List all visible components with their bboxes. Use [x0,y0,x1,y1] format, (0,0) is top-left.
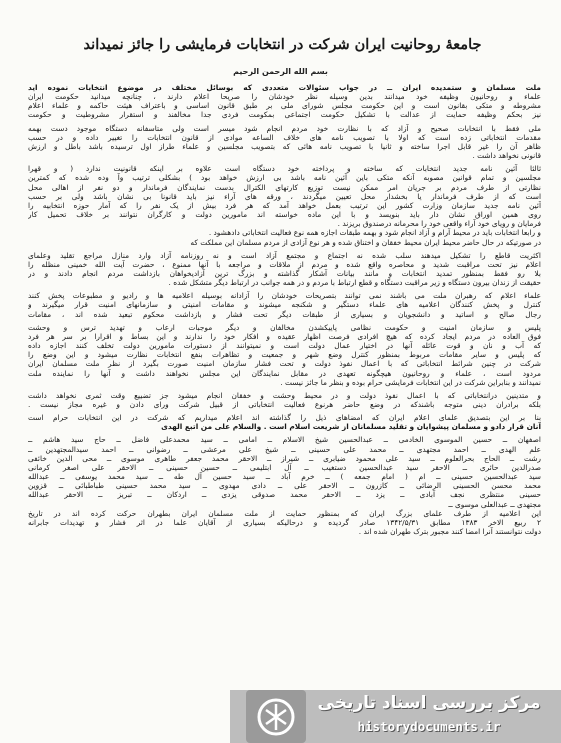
document-line: قانونی نخواهد داشت . [472,151,541,161]
document-line: فرمایان و رویای خود آراء واقعی خود را محرمانه درصندوق بریزند . [337,219,541,229]
document-line: علم الهدی ــ احمد مجتهدی ــ محمد علی حسینی ــ شیخ علی مرعشی ــ رضوانی ــ احمد سیدالمجتهدین ــ [28,444,541,454]
document-line: و متدینین درانتخاباتی که با اعمال نفوذ دولت و در محیط وحشت و خفقان انجام میشود جز تضییع وقت ثمری نخواهد داشت [28,390,541,400]
document-line: روی همین اوراق نشان دار باید بنویسد و با این ماده خواسته اند مامورین دولت و کارگران نتوانند بر خلاف تحمیل کار [28,210,541,220]
document-line: نظارتی از طرف مردم بر جریان امر ممکن نیست توزیع کارتهای الکترال بدست نمایندگان فرماندار و دو نفر از اهالی محل [28,182,541,192]
document-title: جامعهٔ روحانیت ایران شرکت در انتخابات فرمایشی را جائز نمیداند [83,36,482,53]
document-line: آئین نامه جدید سازمان وزارت کشور این ترتیب بعمل خواهد آمد که هر فرد بیش از یک نفر را که آمار حوزه انتخابیه را [28,200,541,210]
archive-logo-icon [246,690,306,743]
document-line: ثالثا آئین نامه جدید انتخابات که ساخته و پرداخته خود دستگاه است علاوه بر اینکه قانونیت ندارد ( و قهرا [28,164,541,174]
document-line: شرکت در چنین شرائط انتخاباتی که با اعمال نفوذ دولت و تحت فشار سازمان امنیت صورت بگیرد از نظر ملت مسلمان ایران [28,359,541,369]
document-line: فوق العاده در مردم ایجاد کرده که هیچ افرادی فرصت اظهار عقیده و افکار خود را ندارند و این بساط و اقرارا بر سر هر فرد [28,331,541,341]
document-line: نیز بحکم وظیفه حمایت از عدالت با تشکیل حکومت اجتماعی بمکومت فردی جدا مخالفند و استقرار مشروطیت و حکومت [28,110,541,120]
document-line: اعلام نیز تحت مراقبت شدید و محاصره واقع شده و مردم از ملاقات و مراجعه با آنها ممنوع ، حضرت آیت الله خمینی منظله را [28,259,541,269]
document-line: در صورتیکه در حال حاضر محیط ایران محیط خفقان و اختناق شده و هر نوع آزادی از مردم مسلمان این مملکت که [190,237,541,247]
document-line: مقدمات انتخاباتی زده است که اولا با تصویب نامه های خلاف الساعه موادی از قانون انتخابات را تغییر داده و در حسب [28,132,541,142]
document-line: نمیدانند و بنابراین شرکت در این انتخابات فرمایشی حرام بوده و بنظر ما جائز نیست . [280,377,541,387]
document-line: ملی فقط با انتخابات صحیح و آزاد که با نظارت خود مردم انجام شود میسر است ولی متاسفانه دستگاه موجود دست بهمه [28,123,541,133]
document-line: ملت مسلمان و ستمدیده ایران ــ در جواب سئوالات متعددی که بوسائل مختلف در موضوع انتخابات نموده اید [28,83,541,92]
document-line: ظاهر آن را غیر قابل اجرا ساخته و ثانیا با تصویب نامه هائی که بتصویب مجلسین و علماء طراز اول ترسیده باشد باطل و ارزش [28,141,541,151]
document-line: رشت ــ الحاج بحرالعلوم ــ سید علی محمود ضیابری ــ شیراز ــ الاحقر محمد جعفر طاهری موسوی ــ محی الدین خائفی [28,453,541,463]
document-line: علماء اعلام که رهبران ملت می باشند نمی توانند بتصریحات خودشان را آزادانه بوسیله اعلامیه ها و رادیو و مطبوعات پخش کنند [28,291,541,301]
document-line: اکثریت قاطع را تشکیل میدهند سلب شده نه اجتماع و مجتمع آزاد است و نه روزنامه آزاد وارد منازل مراجع تقلید وعلمای [28,250,541,260]
document-line: بلا رو فقط بمنظور تمدید انتخابات و مانند بیانات آشکار گذاشته و بزرگ ترین آزادیخواهان بازداشت مردم انجام دادند و در [28,268,541,278]
document-line: کنترل و پخش کنندگان اعلامیه های علماء دستگیر و شکنجه میشوند و مقامات امنیتی و سازمانهای امنیت قرار میگیرند و [28,300,541,310]
document-line: مشروطه و متکی بقانون است و این حکومت مجلس شورای ملی بر طبق قانون اساسی و باعتراف هیئت حاکمه و علماء اعلام [28,101,541,111]
document-body [28,83,541,536]
basmala-heading: بسم الله الرحمن الرحیم [233,67,328,76]
archive-url-link[interactable]: historydocuments.ir [357,719,501,734]
document-line: مجتهدی ــ عبدالعلی موسوی ــ [448,499,541,509]
document-line: صدرالدین حائری ــ الاحقر سید عبدالحسین دستغیب ــ آل ابتلیمی ــ حسین حسینی ــ الاحقر علی اصغر کرمانی [28,462,541,472]
document-line: بنا بر این بتصدیق علمای اعلام ایران که امضاهای ذیل را گذاشته اند اعلام میداریم که شرکت در این انتخابات حرام است [28,413,541,423]
document-line: سید عبدالحسین حسینی ــ ام ( امام جمعه ) ــ خرم آباد ــ سید حسین آل طه ــ سید محمد یوسفی ــ عبدالله [28,472,541,482]
document-line: مردود است ، علماء و روحانیون هیچگونه تعهدی در مقابل نمایندگان این مجلس نخواهند داشت و آنها را نماینده ملت [28,368,541,378]
document-line: علماء و روحانیون وظیفه خود میدانند بدین وسیله نظر خودشان را صریحا اعلام دارند ، چنانچه میدانید حکومت ایران [28,92,541,102]
document-line: که آب و نان و قوت عائله آنها در اختیار عمال دولت است و نمیتوانند از دستورات مامورین دولت تخلف کنند اجازه داده [28,341,541,351]
document-line: است که از طرف فرماندار یا بخشدار محل تعیین میگردند ، ورقه های آراء نیز باید قانونا بی نشان باشد ولی بر حسب [28,191,541,201]
archive-name: مرکز بررسی اسناد تاریخی [317,693,541,713]
document-line: این اعلامیه از طرف علمای بزرگ ایران که بمنظور حمایت از ملت مسلمان ایران بطهران حرکت کرده اند در تاریخ [28,508,541,518]
document-line: مجلسین و تمام قوانین مصوبه آنکه متکی باین آئین نامه باشد بی ارزش خواهد بود ) بشکلی ترتیب وآ وده شده که کمترین [28,173,541,183]
document-line: محمد محسن الحسینی الرضائی ــ کازرون ــ الاحقر علی ــ دادی مهدوی ــ سید محمد حسینی طباطبائی ــ قزوین [28,481,541,491]
document-line: دولت نتوانستند آنرا امضا کنند مجبور بترک طهران شده اند . [358,527,541,537]
document-line: حقیقت از زندان بیرون دستگاه و زیر مراقبت دستگاه و قطع ارتباط با مردم و در همه جوانب در ارتباط دیگر متشکل شده . [168,278,541,288]
document-line: که پلیس و سایر مقامات مربوط بمنظور کنترل وضع شهر و جمعیت و تظاهرات بنفع انتخابات نظارت میشود و این وضع را [28,350,541,360]
document-line: رجال صالح و اساتید و دانشجویان و بسیاری از طبقات دیگر تحت فشار و بازداشت محکوم تبعید شده اند ، مقامات [28,309,541,319]
document-line: اصفهان ــ حسین الموسوی الخادمی ــ عبدالحسین شیخ الاسلام ــ امامی ــ سید محمدعلی فاضل ــ حاج سید هاشم ــ [28,435,541,445]
document-line: پلیس و سازمان امنیت و حکومت نظامی پاییکشدن مخالفان و دیگر موجبات ارعاب و تهدید ترس و وحشت [28,322,541,332]
document-line: بلکه برادران دینی متوجه باشندکه در وضع حاضر هرنوع فعالیت انتخاباتی از قبیل شرکت ورای دادن و غیره مجاز نیست . [28,400,541,409]
document-line: آنان قرار دادو و مسلمان پیشوایان و تقلید مسلمانان از شریعت اسلام است . والسلام علی من اتبع الهدی [161,422,541,432]
document-line: حسینی منتظری نجف آبادی ــ یزد ــ الاحقر محمد صدوقی یزدی ــ اردکان ــ تبریز ــ الاحقر عبدالله [28,490,541,500]
document-line: و رابعا انتخابات باید در محیط آرام و آزاد انجام شود و بهمه طبقات اجازه همه نوع فعالیت انتخاباتی دادهشود . [208,228,541,238]
document-line: ۲ ربیع الاخر ۱۳۸۳ مطابق ۱۳۴۲/۵/۳۱ صادر گردیده و درحالیکه بسیاری از آقایان علما در اثر فشار و تهدیدات جابرانه [28,517,541,527]
